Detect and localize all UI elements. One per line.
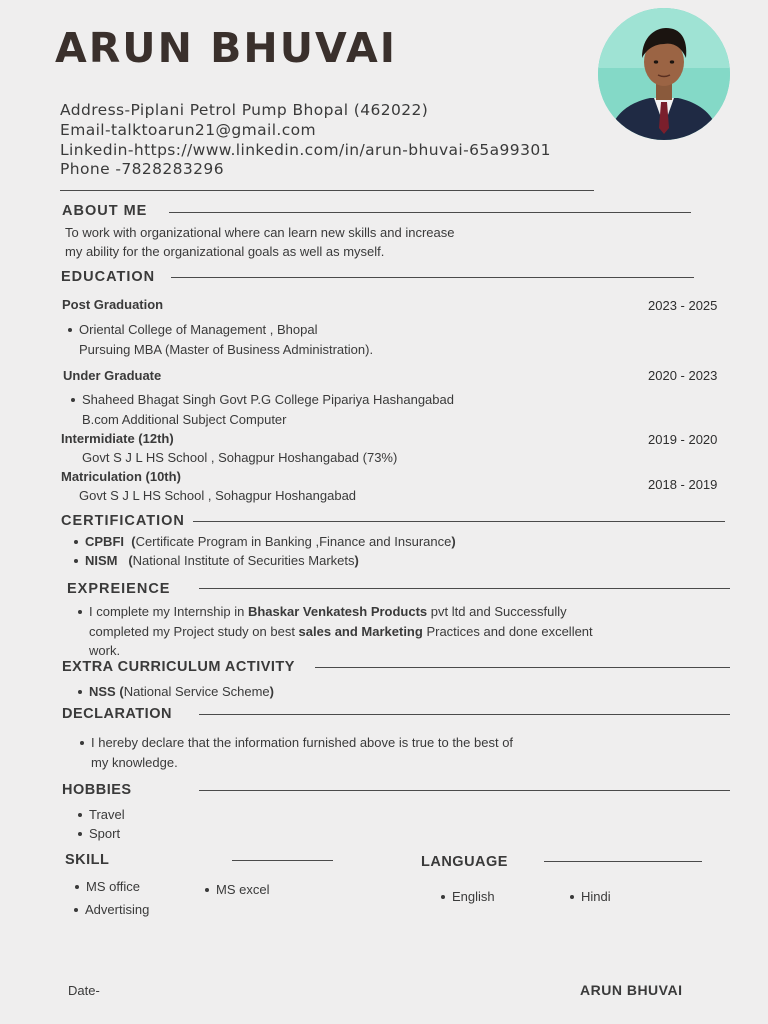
matric-title: Matriculation (10th) bbox=[61, 469, 181, 484]
person-photo-icon bbox=[598, 8, 730, 140]
pg-title: Post Graduation bbox=[62, 297, 164, 312]
company-name: Bhaskar Venkatesh Products bbox=[247, 604, 428, 619]
about-heading: ABOUT ME bbox=[62, 203, 148, 219]
extra-item-nss bbox=[89, 684, 274, 699]
matric-school: Govt S J L HS School , Sohagpur Hoshangabad bbox=[79, 488, 357, 503]
declaration-line-2: my knowledge. bbox=[91, 755, 178, 770]
experience-divider bbox=[199, 588, 730, 589]
inter-title: Intermidiate (12th) bbox=[61, 431, 174, 446]
cert-close-paren: ) bbox=[354, 553, 359, 568]
extra-open-paren: ( bbox=[115, 684, 124, 699]
linkedin-line: Linkedin-https://www.linkedin.com/in/arun-bhuvai-65a99301 bbox=[60, 141, 551, 159]
hobbies-heading: HOBBIES bbox=[62, 782, 132, 798]
signature-name: ARUN BHUVAI bbox=[580, 982, 683, 998]
date-label: Date- bbox=[68, 983, 100, 998]
cert-open-paren: ( bbox=[124, 534, 136, 549]
experience-text: pvt ltd and Successfully bbox=[427, 604, 567, 619]
email-line: Email-talktoarun21@gmail.com bbox=[60, 121, 317, 139]
extra-heading: EXTRA CURRICULUM ACTIVITY bbox=[62, 659, 295, 675]
inter-years: 2019 - 2020 bbox=[648, 432, 718, 447]
inter-school: Govt S J L HS School , Sohagpur Hoshangabad (73%) bbox=[82, 450, 398, 465]
skill-heading: SKILL bbox=[65, 852, 110, 868]
hobby-item: Sport bbox=[89, 826, 121, 841]
extra-abbr: NSS bbox=[89, 684, 116, 699]
language-item: English bbox=[452, 889, 495, 904]
candidate-name: ARUN BHUVAI bbox=[55, 24, 397, 72]
skill-divider bbox=[232, 860, 333, 861]
experience-line-2 bbox=[89, 624, 593, 639]
header-divider bbox=[60, 190, 594, 191]
about-divider bbox=[169, 212, 691, 213]
cert-desc: Certificate Program in Banking ,Finance and Insurance bbox=[135, 534, 452, 549]
cert-abbr: NISM bbox=[85, 553, 118, 568]
declaration-line-1: I hereby declare that the information furnished above is true to the best of bbox=[91, 735, 514, 750]
experience-text: I complete my Internship in bbox=[89, 604, 248, 619]
cert-abbr: CPBFI bbox=[85, 534, 124, 549]
skill-item: Advertising bbox=[85, 902, 150, 917]
extra-close-paren: ) bbox=[269, 684, 274, 699]
pg-college: Oriental College of Management , Bhopal bbox=[79, 322, 318, 337]
declaration-divider bbox=[199, 714, 730, 715]
language-item: Hindi bbox=[581, 889, 611, 904]
profile-photo bbox=[598, 8, 730, 140]
language-heading: LANGUAGE bbox=[421, 854, 508, 870]
extra-desc: National Service Scheme bbox=[123, 684, 270, 699]
cert-close-paren: ) bbox=[451, 534, 456, 549]
hobbies-divider bbox=[199, 790, 730, 791]
phone-line: Phone -7828283296 bbox=[60, 160, 224, 178]
ug-course: B.com Additional Subject Computer bbox=[82, 412, 287, 427]
extra-divider bbox=[315, 667, 730, 668]
ug-title: Under Graduate bbox=[63, 368, 162, 383]
address-line: Address-Piplani Petrol Pump Bhopal (462022) bbox=[60, 101, 429, 119]
cert-open-paren: ( bbox=[117, 553, 133, 568]
certification-heading: CERTIFICATION bbox=[61, 513, 185, 529]
experience-heading: EXPREIENCE bbox=[67, 581, 171, 597]
pg-course: Pursuing MBA (Master of Business Administration). bbox=[79, 342, 374, 357]
cert-item-cpbfi bbox=[85, 534, 456, 549]
ug-years: 2020 - 2023 bbox=[648, 368, 718, 383]
cert-desc: National Institute of Securities Markets bbox=[132, 553, 355, 568]
education-divider bbox=[171, 277, 694, 278]
about-text-line-1: To work with organizational where can learn new skills and increase bbox=[65, 225, 455, 240]
ug-college: Shaheed Bhagat Singh Govt P.G College Pipariya Hashangabad bbox=[82, 392, 454, 407]
matric-years: 2018 - 2019 bbox=[648, 477, 718, 492]
hobby-item: Travel bbox=[89, 807, 125, 822]
certification-divider bbox=[193, 521, 725, 522]
language-divider bbox=[544, 861, 702, 862]
experience-text: completed my Project study on best bbox=[89, 624, 299, 639]
experience-line-1 bbox=[89, 604, 567, 619]
experience-line-3: work. bbox=[89, 643, 121, 658]
skill-item: MS office bbox=[86, 879, 140, 894]
about-text-line-2: my ability for the organizational goals as well as myself. bbox=[65, 244, 385, 259]
declaration-heading: DECLARATION bbox=[62, 706, 172, 722]
pg-years: 2023 - 2025 bbox=[648, 298, 718, 313]
experience-text: Practices and done excellent bbox=[422, 624, 593, 639]
education-heading: EDUCATION bbox=[61, 269, 156, 285]
skill-item: MS excel bbox=[216, 882, 270, 897]
study-topic: sales and Marketing bbox=[298, 624, 423, 639]
cert-item-nism bbox=[85, 553, 359, 568]
